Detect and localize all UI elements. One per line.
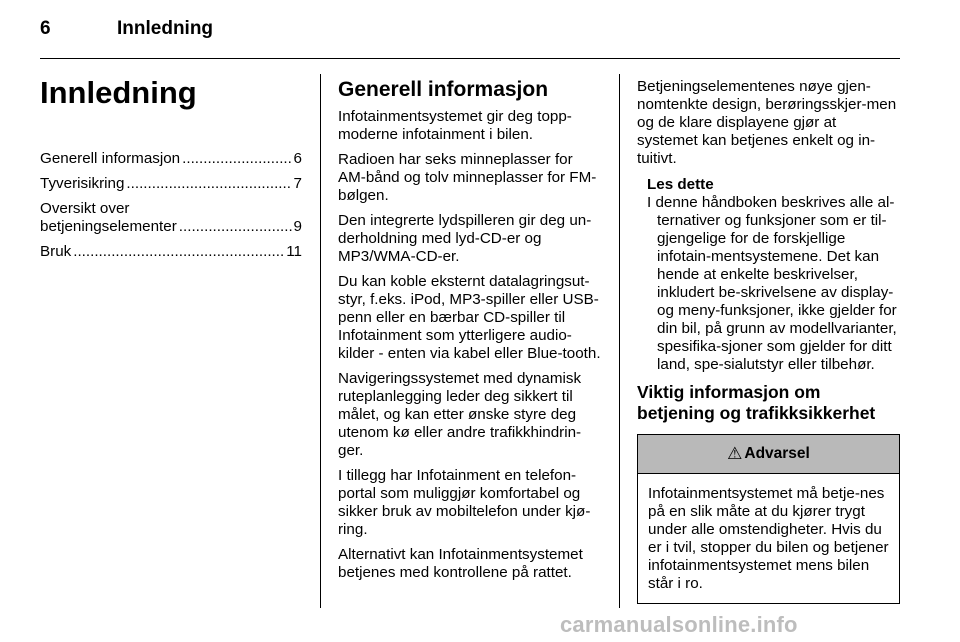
section-heading: Generell informasjon: [338, 78, 549, 101]
paragraph: Navigeringssystemet med dynamisk ruteplanlegging leder deg sikkert til målet, og kan etter ønske styre deg utenom kø eller andre trafikkhindrin-ger.: [338, 370, 582, 459]
toc-page: 11: [286, 243, 302, 260]
intro-paragraph: Betjeningselementenes nøye gjen-nomtenkte design, berøringsskjer-men og de klare displayene gjør at systemet kan betjenes enkelt og in-tuitivt.: [637, 78, 897, 167]
note-title: Les dette: [647, 176, 714, 193]
toc-page: 9: [293, 218, 302, 235]
paragraph: Du kan koble eksternt datalagringsut-styr, f.eks. iPod, MP3-spiller eller USB-penn eller en bærbar CD-spiller til Infotainment som ytterligere audio-kilder - enten via kabel eller Blue-tooth.: [338, 273, 601, 362]
warning-body: Infotainmentsystemet må betje-nes på en slik måte at du kjører trygt under alle omstendigheter. Hvis du er i tvil, stopper du bilen og betjener infotainmentsystemet mens bilen står i ro.: [648, 485, 889, 592]
paragraph: Alternativt kan Infotainmentsystemet betjenes med kontrollene på rattet.: [338, 546, 583, 581]
toc-label-line1: Oversikt over: [40, 200, 130, 217]
warning-title: Advarsel: [744, 445, 810, 462]
toc-item[interactable]: [40, 175, 302, 193]
toc-page: 7: [293, 175, 302, 192]
column-divider-right: [619, 74, 620, 608]
note-box: [647, 176, 900, 374]
column-divider-left: [320, 74, 321, 608]
toc-item[interactable]: [40, 200, 302, 236]
toc-label: betjeningselementer: [40, 218, 177, 235]
chapter-title: Innledning: [40, 75, 197, 110]
toc-page: 6: [293, 150, 302, 167]
toc-item[interactable]: [40, 243, 302, 261]
warning-box: [637, 434, 900, 604]
paragraph: I tillegg har Infotainment en telefon-portal som muliggjør komfortabel og sikker bruk av mobiltelefon under kjø-ring.: [338, 467, 591, 538]
warning-triangle-icon: ⚠: [727, 444, 743, 463]
toc-item[interactable]: [40, 150, 302, 168]
right-column: [637, 78, 900, 604]
paragraph: Den integrerte lydspilleren gir deg un-derholdning med lyd-CD-er og MP3/WMA-CD-er.: [338, 212, 592, 265]
toc-leader: [73, 243, 284, 261]
toc-label: Tyverisikring: [40, 175, 125, 192]
note-body: I denne håndboken beskrives alle al-ternativer og funksjoner som er til-gjengelige for de forskjellige infotain-mentsystemene. Det kan hende at enkelte beskrivelser, inkludert be-skrivelsene av display- og meny-funksjoner, ikke gjelder for din bil, på grunn av modellvarianter, spesifika-sjoner som gjelder for ditt land, spe-sialutstyr eller tilbehør.: [647, 194, 897, 373]
left-column: [40, 74, 302, 268]
section-heading: Viktig informasjon om betjening og trafikksikkerhet: [637, 382, 876, 423]
toc-label: Bruk: [40, 243, 72, 260]
toc-leader: [126, 175, 291, 193]
header-rule: [40, 58, 900, 59]
page-number: 6: [40, 18, 51, 39]
paragraph: Infotainmentsystemet gir deg topp-moderne infotainment i bilen.: [338, 108, 572, 143]
toc-leader: [179, 218, 292, 236]
header-title: Innledning: [117, 18, 214, 39]
toc-label: Generell informasjon: [40, 150, 181, 167]
warning-header: [638, 435, 899, 474]
paragraph: Radioen har seks minneplasser for AM-bånd og tolv minneplasser for FM-bølgen.: [338, 151, 597, 204]
table-of-contents: [40, 150, 302, 261]
middle-column: [338, 78, 602, 589]
watermark: carmanualsonline.info: [560, 612, 798, 637]
toc-leader: [182, 150, 291, 168]
